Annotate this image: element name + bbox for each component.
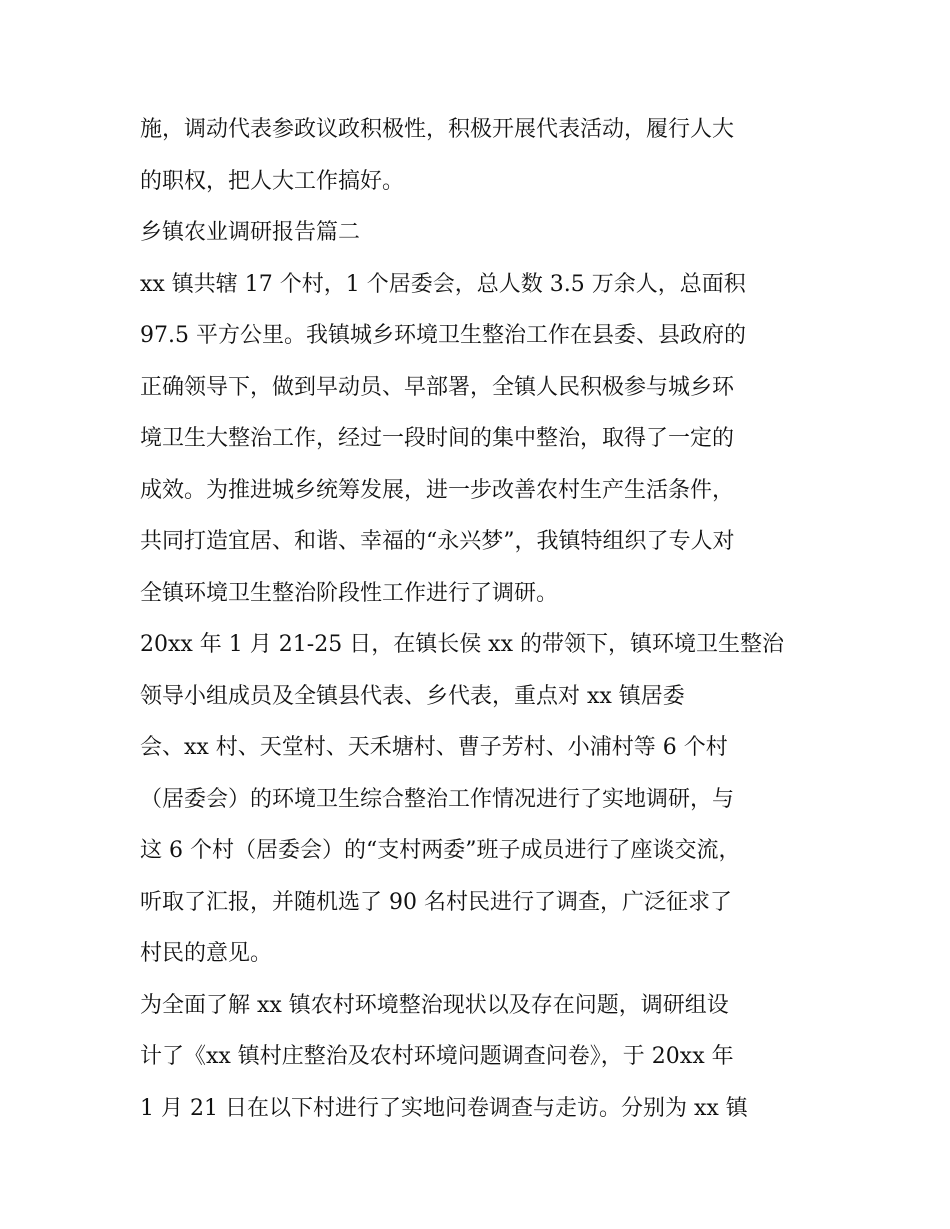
text-line: 会、xx 村、天堂村、天禾塘村、曹子芳村、小浦村等 6 个村 xyxy=(140,735,728,760)
text-line: 97.5 平方公里。我镇城乡环境卫生整治工作在县委、县政府的 xyxy=(140,323,746,348)
text-line: 境卫生大整治工作，经过一段时间的集中整治，取得了一定的 xyxy=(140,426,735,451)
text-line: 计了《xx 镇村庄整治及农村环境问题调查问卷》，于 20xx 年 xyxy=(140,1044,734,1069)
text-line: xx 镇共辖 17 个村，1 个居委会，总人数 3.5 万余人，总面积 xyxy=(140,271,746,297)
text-line: 20xx 年 1 月 21-25 日，在镇长侯 xx 的带领下，镇环境卫生整治 xyxy=(140,632,784,657)
text-line: 为全面了解 xx 镇农村环境整治现状以及存在问题，调研组设 xyxy=(140,992,729,1018)
text-line: 成效。为推进城乡统筹发展，进一步改善农村生产生活条件， xyxy=(140,477,735,503)
text-line: 施，调动代表参政议政积极性，积极开展代表活动，履行人大 xyxy=(140,117,735,142)
text-line: 正确领导下，做到早动员、早部署，全镇人民积极参与城乡环 xyxy=(140,374,735,400)
text-line: 村民的意见。 xyxy=(140,941,273,966)
text-line: （居委会）的环境卫生综合整治工作情况进行了实地调研，与 xyxy=(140,786,735,812)
document-body xyxy=(140,104,820,1134)
text-line: 全镇环境卫生整治阶段性工作进行了调研。 xyxy=(140,580,559,606)
text-line: 的职权，把人大工作搞好。 xyxy=(140,168,405,194)
text-line: 听取了汇报，并随机选了 90 名村民进行了调查，广泛征求了 xyxy=(140,889,732,915)
text-line: 共同打造宜居、和谐、幸福的“永兴梦”，我镇特组织了专人对 xyxy=(140,529,735,554)
text-line: 领导小组成员及全镇县代表、乡代表，重点对 xx 镇居委 xyxy=(140,683,685,709)
text-line: 1 月 21 日在以下村进行了实地问卷调查与走访。分别为 xx 镇 xyxy=(140,1095,748,1121)
section-heading: 乡镇农业调研报告篇二 xyxy=(140,220,361,245)
text-line: 这 6 个村（居委会）的“支村两委”班子成员进行了座谈交流， xyxy=(140,838,741,863)
